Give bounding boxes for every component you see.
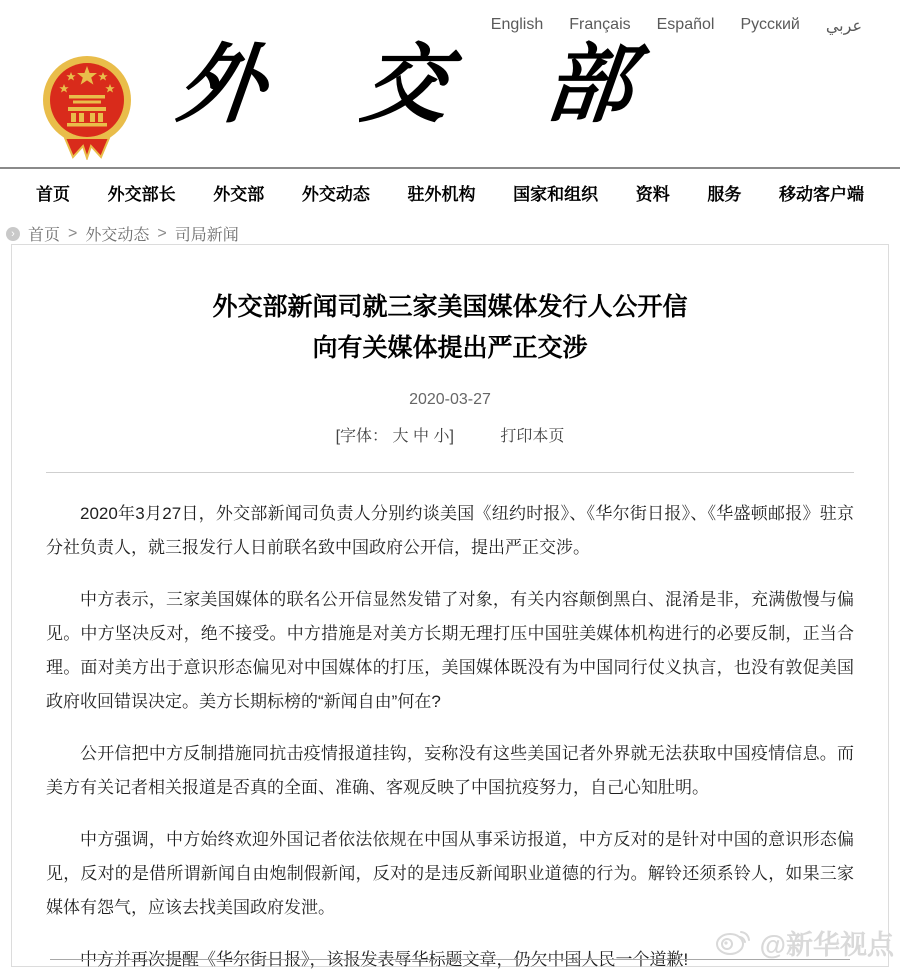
nav-home[interactable]: 首页 — [36, 185, 70, 204]
nav-ministry[interactable]: 外交部 — [213, 185, 265, 204]
font-size-medium-button[interactable]: 中 — [412, 428, 429, 445]
main-nav — [0, 167, 900, 214]
lang-espanol[interactable]: Español — [656, 16, 715, 33]
nav-mobile-client[interactable]: 移动客户端 — [779, 185, 864, 204]
font-size-large-button[interactable]: 大 — [392, 428, 409, 445]
article-title-line1: 外交部新闻司就三家美国媒体发行人公开信 — [212, 293, 688, 321]
article-body — [46, 497, 854, 977]
site-title-calligraphy: 外 交 部 — [172, 34, 672, 135]
breadcrumb-separator: > — [157, 224, 167, 242]
lang-arabic[interactable]: عربي — [825, 18, 862, 35]
lang-francais[interactable]: Français — [569, 16, 631, 33]
font-size-label: [字体： — [335, 428, 389, 445]
breadcrumb-arrow-icon: › — [6, 227, 20, 241]
nav-resources[interactable]: 资料 — [635, 185, 670, 204]
breadcrumb-separator: > — [68, 224, 78, 242]
article-date: 2020-03-27 — [409, 391, 491, 408]
nav-missions-abroad[interactable]: 驻外机构 — [407, 185, 476, 204]
breadcrumb-home[interactable]: 首页 — [28, 227, 61, 244]
lang-english[interactable]: English — [490, 16, 544, 33]
toolbar-divider — [46, 472, 854, 473]
article-paragraph: 2020年3月27日，外交部新闻司负责人分别约谈美国《纽约时报》、《华尔街日报》、《华盛顿邮报》驻京分社负责人，就三报发行人日前联名致中国政府公开信，提出严正交涉。 — [46, 504, 854, 557]
article-paragraph: 中方表示，三家美国媒体的联名公开信显然发错了对象，有关内容颠倒黑白、混淆是非，充满傲慢与偏见。中方坚决反对，绝不接受。中方措施是对美方长期无理打压中国驻美媒体机构进行的必要反制，正当合理。面对美方出于意识形态偏见对中国媒体的打压，美国媒体既没有为中国同行仗义执言，也没有敦促美国政府收回错误决定。美方长期标榜的“新闻自由”何在? — [46, 590, 854, 711]
lang-russian[interactable]: Русский — [740, 16, 800, 33]
bottom-divider — [50, 959, 850, 960]
article-paragraph: 中方强调，中方始终欢迎外国记者依法依规在中国从事采访报道，中方反对的是针对中国的意识形态偏见，反对的是借所谓新闻自由炮制假新闻，反对的是违反新闻职业道德的行为。解铃还须系铃人，如果三家媒体有怨气，应该去找美国政府发泄。 — [46, 830, 854, 917]
article-paragraph: 中方并再次提醒《华尔街日报》，该报发表辱华标题文章，仍欠中国人民一个道歉! — [80, 950, 689, 969]
site-header — [0, 0, 900, 167]
print-page-button[interactable]: 打印本页 — [500, 428, 565, 445]
nav-foreign-minister[interactable]: 外交部长 — [107, 185, 176, 204]
nav-countries-organizations[interactable]: 国家和组织 — [513, 185, 599, 204]
article-toolbar — [46, 423, 854, 446]
breadcrumb-department-news[interactable]: 司局新闻 — [174, 227, 239, 244]
font-size-small-button[interactable]: 小 — [433, 428, 450, 445]
article-container — [11, 244, 889, 967]
nav-services[interactable]: 服务 — [707, 185, 742, 204]
nav-diplomatic-activities[interactable]: 外交动态 — [301, 185, 370, 204]
watermark-label: @新华视点 — [759, 930, 894, 960]
font-size-label-close: ] — [449, 428, 454, 445]
article-title — [46, 287, 854, 369]
national-emblem-icon — [38, 52, 136, 165]
article-title-line2: 向有关媒体提出严正交涉 — [312, 334, 588, 362]
breadcrumb — [0, 214, 900, 245]
article-paragraph: 公开信把中方反制措施同抗击疫情报道挂钩，妄称没有这些美国记者外界就无法获取中国疫情信息。而美方有关记者相关报道是否真的全面、准确、客观反映了中国抗疫努力，自己心知肚明。 — [46, 744, 854, 797]
breadcrumb-diplomatic-activities[interactable]: 外交动态 — [85, 227, 150, 244]
